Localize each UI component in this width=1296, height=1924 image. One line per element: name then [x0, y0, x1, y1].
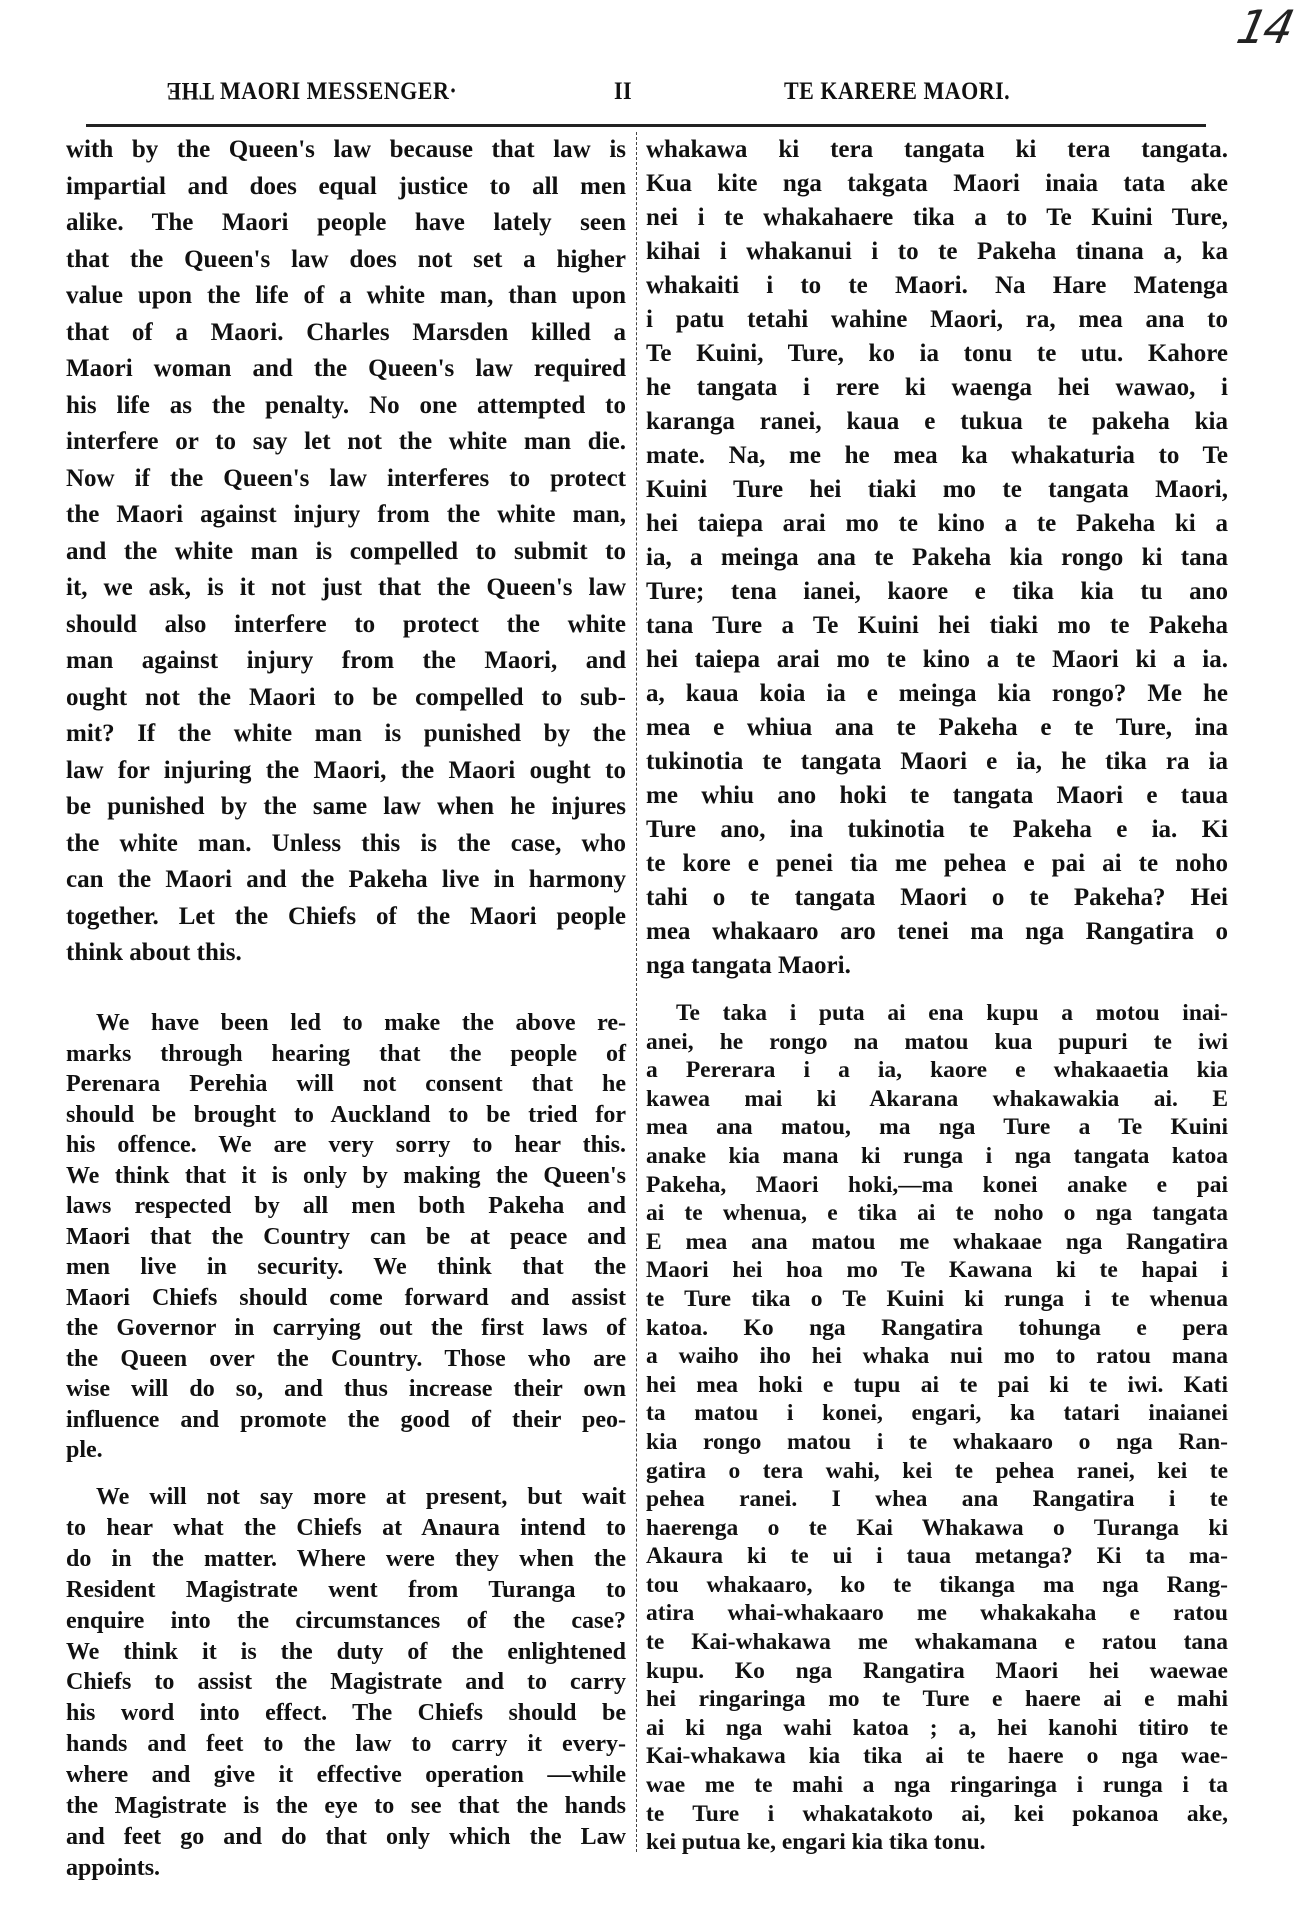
text-line: nga tangata Maori. — [646, 952, 851, 979]
text-line: mea ana matou, ma nga Ture a Te Kuini — [646, 1114, 1228, 1141]
paragraph — [646, 999, 1228, 1857]
text-line: whakawa ki tera tangata ki tera tangata. — [646, 136, 1228, 163]
text-line: law for injuring the Maori, the Maori ought to — [66, 756, 626, 784]
text-line: te Kai-whakawa me whakamana e ratou tana — [646, 1629, 1228, 1656]
text-line: to hear what the Chiefs at Anaura intend to — [66, 1514, 626, 1541]
column-divider — [636, 132, 637, 1852]
text-line: the Maori against injury from the white man, — [66, 501, 626, 528]
text-line: a waiho iho hei whaka nui mo to ratou mana — [646, 1343, 1228, 1370]
text-line: he tangata i rere ki waenga hei wawao, i — [646, 374, 1228, 401]
text-line: Maori that the Country can be at peace and — [66, 1223, 626, 1250]
text-line: Akaura ki te ui i taua metanga? Ki ta ma- — [646, 1543, 1228, 1570]
text-line: men live in security. We think that the — [66, 1254, 626, 1280]
text-line: Kai-whakawa kia tika ai te haere o nga wae- — [646, 1743, 1228, 1770]
text-line: anei, he rongo na matou kua pupuri te iwi — [646, 1028, 1228, 1055]
text-line: We have been led to make the above re- — [96, 1010, 626, 1036]
text-line: nei i te whakahaere tika a to Te Kuini Ture, — [646, 204, 1228, 231]
text-line: mea e whiua ana te Pakeha e te Ture, ina — [646, 714, 1228, 741]
text-line: Ture ano, ina tukinotia te Pakeha e ia. Ki — [646, 816, 1228, 843]
text-line: kawea mai ki Akarana whakawakia ai. E — [646, 1085, 1228, 1112]
paragraph — [66, 132, 626, 972]
text-line: wise will do so, and thus increase their own — [66, 1376, 626, 1402]
text-line: E mea ana matou me whakaae nga Rangatira — [646, 1228, 1228, 1255]
text-line: atira whai-whakaaro me whakakaha e ratou — [646, 1600, 1228, 1627]
text-line: where and give it effective operation —while — [66, 1762, 626, 1789]
text-line: me whiu ano hoki te tangata Maori e taua — [646, 782, 1228, 809]
text-line: kia rongo matou i te whakaaro o nga Ran- — [646, 1428, 1228, 1455]
text-line: can the Maori and the Pakeha live in harmony — [66, 866, 626, 893]
text-line: and feet go and do that only which the Law — [66, 1823, 626, 1850]
text-line: anake kia mana ki runga i nga tangata katoa — [646, 1142, 1228, 1169]
text-line: We will not say more at present, but wait — [96, 1484, 626, 1510]
text-line: te kore e penei tia me pehea e pai ai te noho — [646, 850, 1228, 877]
text-line: hei taiepa arai mo te kino a te Maori ki a ia. — [646, 646, 1228, 673]
text-line: his offence. We are very sorry to hear this. — [66, 1132, 626, 1158]
text-line: value upon the life of a white man, than upon — [66, 282, 626, 309]
text-line: it, we ask, is it not just that the Queen's law — [66, 574, 626, 601]
text-line: pehea ranei. I whea ana Rangatira i te — [646, 1486, 1228, 1513]
text-line: be punished by the same law when he injures — [66, 793, 626, 820]
text-line: Pakeha, Maori hoki,—ma konei anake e pai — [646, 1171, 1228, 1198]
text-line: impartial and does equal justice to all men — [66, 172, 626, 200]
running-title-left — [166, 76, 457, 106]
text-line: appoints. — [66, 1854, 161, 1881]
text-line: ple. — [66, 1437, 103, 1463]
text-line: Perenara Perehia will not consent that he — [66, 1071, 626, 1097]
text-line: should also interfere to protect the white — [66, 610, 626, 638]
text-line: ai ki nga wahi katoa ; a, hei kanohi titiro te — [646, 1714, 1228, 1741]
text-line: Chiefs to assist the Magistrate and to carry — [66, 1669, 626, 1696]
text-line: interfere or to say let not the white man die. — [66, 428, 626, 455]
header-rule — [86, 124, 1206, 127]
text-line: te Ture tika o Te Kuini ki runga i te whenua — [646, 1285, 1228, 1312]
text-line: mate. Na, me he mea ka whakaturia to Te — [646, 442, 1228, 469]
text-line: mit? If the white man is punished by the — [66, 720, 626, 747]
running-title-english: MAORI MESSENGER· — [219, 76, 458, 105]
text-line: with by the Queen's law because that law is — [66, 136, 626, 163]
text-line: a, kaua koia ia e meinga kia rongo? Me he — [646, 680, 1228, 707]
text-line: that the Queen's law does not set a higher — [66, 245, 626, 273]
text-line: katoa. Ko nga Rangatira tohunga e pera — [646, 1314, 1228, 1341]
text-line: tahi o te tangata Maori o te Pakeha? Hei — [646, 884, 1228, 911]
text-line: his word into effect. The Chiefs should be — [66, 1700, 626, 1727]
text-line: karanga ranei, kaua e tukua te pakeha kia — [646, 408, 1228, 435]
text-line: influence and promote the good of their peo- — [66, 1406, 626, 1433]
text-line: Maori hei hoa mo Te Kawana ki te hapai i — [646, 1257, 1228, 1284]
text-line: Te taka i puta ai ena kupu a motou inai- — [676, 1000, 1228, 1026]
text-line: kupu. Ko nga Rangatira Maori hei waewae — [646, 1657, 1228, 1684]
text-line: tana Ture a Te Kuini hei tiaki mo te Pakeha — [646, 612, 1228, 639]
text-line: tukinotia te tangata Maori e ia, he tika ra ia — [646, 748, 1228, 775]
text-line: Maori woman and the Queen's law required — [66, 355, 626, 382]
text-line: hands and feet to the law to carry it every- — [66, 1731, 626, 1758]
text-line: together. Let the Chiefs of the Maori people — [66, 902, 626, 930]
text-line: the Queen over the Country. Those who are — [66, 1345, 626, 1372]
text-line: the white man. Unless this is the case, who — [66, 829, 626, 857]
text-line: whakaiti i to te Maori. Na Hare Matenga — [646, 272, 1228, 299]
text-line: wae me te mahi a nga ringaringa i runga i ta — [646, 1772, 1228, 1799]
text-line: laws respected by all men both Pakeha and — [66, 1193, 626, 1219]
text-line: the Governor in carrying out the first laws of — [66, 1315, 626, 1341]
text-line: Resident Magistrate went from Turanga to — [66, 1576, 626, 1603]
text-line: the Magistrate is the eye to see that the hands — [66, 1793, 626, 1820]
text-line: alike. The Maori people have lately seen — [66, 209, 626, 236]
text-line: kihai i whakanui i to te Pakeha tinana a, ka — [646, 238, 1228, 265]
text-line: do in the matter. Where were they when the — [66, 1545, 626, 1572]
paragraph — [66, 1482, 626, 1884]
text-line: that of a Maori. Charles Marsden killed a — [66, 318, 626, 346]
text-line: Kua kite nga takgata Maori inaia tata ake — [646, 170, 1228, 197]
text-line: enquire into the circumstances of the case? — [66, 1607, 626, 1634]
running-title-the-inverted: THE — [166, 77, 214, 106]
text-line: man against injury from the Maori, and — [66, 647, 626, 674]
text-line: a Pererara i a ia, kaore e whakaaetia kia — [646, 1057, 1228, 1084]
page-number: II — [614, 76, 633, 105]
handwritten-page-number: 14 — [1232, 0, 1296, 54]
running-title-maori: TE KARERE MAORI. — [784, 76, 1011, 105]
text-line: gatira o tera wahi, kei te pehea ranei, kei te — [646, 1457, 1228, 1484]
text-line: Ture; tena ianei, kaore e tika kia tu ano — [646, 578, 1228, 605]
text-line: Te Kuini, Ture, ko ia tonu te utu. Kahore — [646, 340, 1228, 367]
text-line: Kuini Ture hei tiaki mo te tangata Maori, — [646, 476, 1228, 503]
text-line: Now if the Queen's law interferes to protect — [66, 464, 626, 492]
text-line: i patu tetahi wahine Maori, ra, mea ana to — [646, 306, 1228, 333]
text-line: should be brought to Auckland to be tried for — [66, 1101, 626, 1128]
text-line: ta matou i konei, engari, ka tatari inaianei — [646, 1400, 1228, 1427]
text-line: We think it is the duty of the enlightened — [66, 1638, 626, 1665]
text-line: ia, a meinga ana te Pakeha kia rongo ki tana — [646, 544, 1228, 571]
text-line: Maori Chiefs should come forward and assist — [66, 1284, 626, 1311]
text-line: kei putua ke, engari kia tika tonu. — [646, 1829, 986, 1856]
text-line: hei taiepa arai mo te kino a te Pakeha ki a — [646, 510, 1228, 537]
paragraph — [66, 1008, 626, 1466]
text-line: te Ture i whakatakoto ai, kei pokanoa ake, — [646, 1800, 1228, 1827]
text-line: hei mea hoki e tupu ai te pai ki te iwi. Kati — [646, 1371, 1228, 1398]
text-line: ai te whenua, e tika ai te noho o nga tangata — [646, 1200, 1228, 1227]
text-line: marks through hearing that the people of — [66, 1040, 626, 1067]
text-line: tou whakaaro, ko te tikanga ma nga Rang- — [646, 1571, 1228, 1598]
text-line: think about this. — [66, 939, 242, 966]
text-line: his life as the penalty. No one attempted to — [66, 391, 626, 419]
text-line: We think that it is only by making the Queen's — [66, 1162, 626, 1189]
text-line: mea whakaaro aro tenei ma nga Rangatira o — [646, 918, 1228, 945]
text-line: and the white man is compelled to submit to — [66, 537, 626, 565]
text-line: haerenga o te Kai Whakawa o Turanga ki — [646, 1514, 1228, 1541]
text-line: ought not the Maori to be compelled to sub- — [66, 683, 626, 711]
text-line: hei ringaringa mo te Ture e haere ai e mahi — [646, 1686, 1228, 1713]
paragraph — [646, 133, 1228, 983]
